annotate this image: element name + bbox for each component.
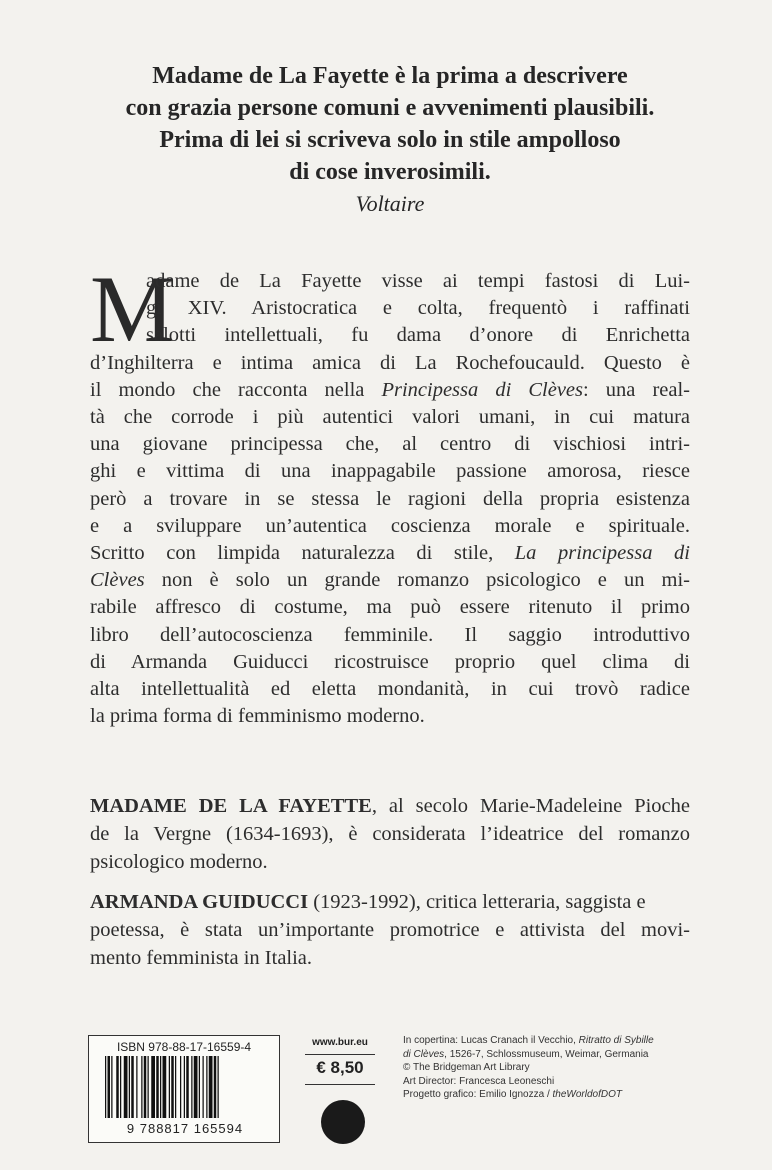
editor-bio — [90, 888, 690, 972]
blurb-line: tà che corrode i più autentici valori umani, in cui matura — [90, 406, 690, 429]
blurb-line: ghi e vittima di una inappagabile passione amorosa, riesce — [90, 460, 690, 483]
book-blurb — [90, 256, 691, 730]
quote-author: Voltaire — [355, 191, 425, 216]
credit-text: Progetto grafico: Emilio Ignozza / — [403, 1089, 553, 1101]
barcode-icon — [99, 1056, 269, 1120]
blurb-text: : una real- — [583, 378, 691, 401]
bio-line: mento femminista in Italia. — [90, 947, 313, 969]
divider — [305, 1084, 375, 1085]
bio-line: poetessa, è stata un’importante promotrice e attivista del movi- — [90, 919, 690, 941]
artwork-title: Ritratto di Sybille — [578, 1035, 654, 1046]
credit-line — [403, 1088, 703, 1102]
barcode-digits: 9 788817 165594 — [126, 1121, 244, 1136]
blurb-line: però a trovare in se stessa le ragioni della propria esistenza — [90, 487, 690, 510]
divider — [305, 1054, 375, 1055]
credit-text: In copertina: Lucas Cranach il Vecchio, — [403, 1035, 579, 1046]
credit-line — [403, 1048, 703, 1062]
blurb-line: alta intellettualità ed eletta mondanità, in cui trovò radice — [90, 678, 690, 701]
bio-line — [90, 792, 690, 820]
credit-text: , 1526-7, Schlossmuseum, Weimar, Germania — [444, 1048, 649, 1060]
credit-line: Art Director: Francesca Leoneschi — [403, 1075, 555, 1087]
blurb-line: la prima forma di femminismo moderno. — [90, 705, 425, 728]
blurb-text: il mondo che racconta nella — [90, 378, 382, 401]
bio-text: , al secolo Marie-Madeleine Pioche — [371, 795, 691, 817]
quote-line: Madame de La Fayette è la prima a descrivere — [152, 63, 628, 89]
cover-credits — [403, 1034, 703, 1102]
blurb-line: salotti intellettuali, fu dama d’onore di Enrichetta — [146, 324, 690, 347]
drop-cap: M — [90, 256, 175, 362]
book-title-italic: Principessa di Clèves — [381, 378, 583, 401]
publisher-logo-icon — [321, 1100, 365, 1144]
author-name: MADAME DE LA FAYETTE — [90, 795, 372, 817]
bio-line: psicologico moderno. — [90, 851, 268, 873]
blurb-line: e a sviluppare un’autentica coscienza morale e spirituale. — [90, 514, 690, 537]
blurb-line: di Armanda Guiducci ricostruisce proprio quel clima di — [90, 650, 690, 673]
blurb-text: Scritto con limpida naturalezza di stile, — [90, 542, 515, 565]
publisher-url: www.bur.eu — [312, 1037, 368, 1048]
epigraph-quote — [90, 60, 690, 220]
blurb-text: non è solo un grande romanzo psicologico e un mi- — [144, 569, 690, 592]
credit-line — [403, 1034, 703, 1048]
blurb-line — [90, 377, 690, 404]
quote-line: con grazia persone comuni e avvenimenti plausibili. — [125, 95, 655, 121]
blurb-line: rabile affresco di costume, ma può essere ritenuto il primo — [90, 596, 690, 619]
blurb-line: adame de La Fayette visse ai tempi fastosi di Lui- — [146, 270, 690, 292]
editor-name: ARMANDA GUIDUCCI — [90, 891, 309, 913]
quote-line: di cose inverosimili. — [289, 159, 491, 185]
bio-line — [90, 888, 690, 916]
blurb-line: gi XIV. Aristocratica e colta, frequentò i raffinati — [146, 297, 690, 320]
blurb-line: una giovane principessa che, al centro di vischiosi intri- — [90, 433, 690, 456]
quote-line: Prima di lei si scriveva solo in stile ampolloso — [159, 127, 621, 153]
isbn-barcode-box — [88, 1035, 280, 1143]
book-title-italic: La principessa di — [514, 542, 690, 565]
bio-line: de la Vergne (1634-1693), è considerata l’ideatrice del romanzo — [90, 823, 690, 845]
studio-name: theWorldofDOT — [552, 1089, 622, 1101]
book-title-italic: Clèves — [90, 569, 145, 592]
blurb-line: d’Inghilterra e intima amica di La Rochefoucauld. Questo è — [90, 351, 690, 374]
isbn-number: ISBN 978-88-17-16559-4 — [116, 1040, 252, 1054]
blurb-line: libro dell’autocoscienza femminile. Il saggio introduttivo — [90, 623, 690, 646]
artwork-title: di Clèves — [403, 1048, 445, 1060]
blurb-line — [90, 567, 690, 594]
bio-text: (1923-1992), critica letteraria, saggista e — [308, 891, 646, 913]
price: € 8,50 — [316, 1058, 364, 1077]
author-bio — [90, 792, 690, 876]
blurb-line — [90, 540, 690, 567]
credit-line: © The Bridgeman Art Library — [403, 1062, 530, 1074]
